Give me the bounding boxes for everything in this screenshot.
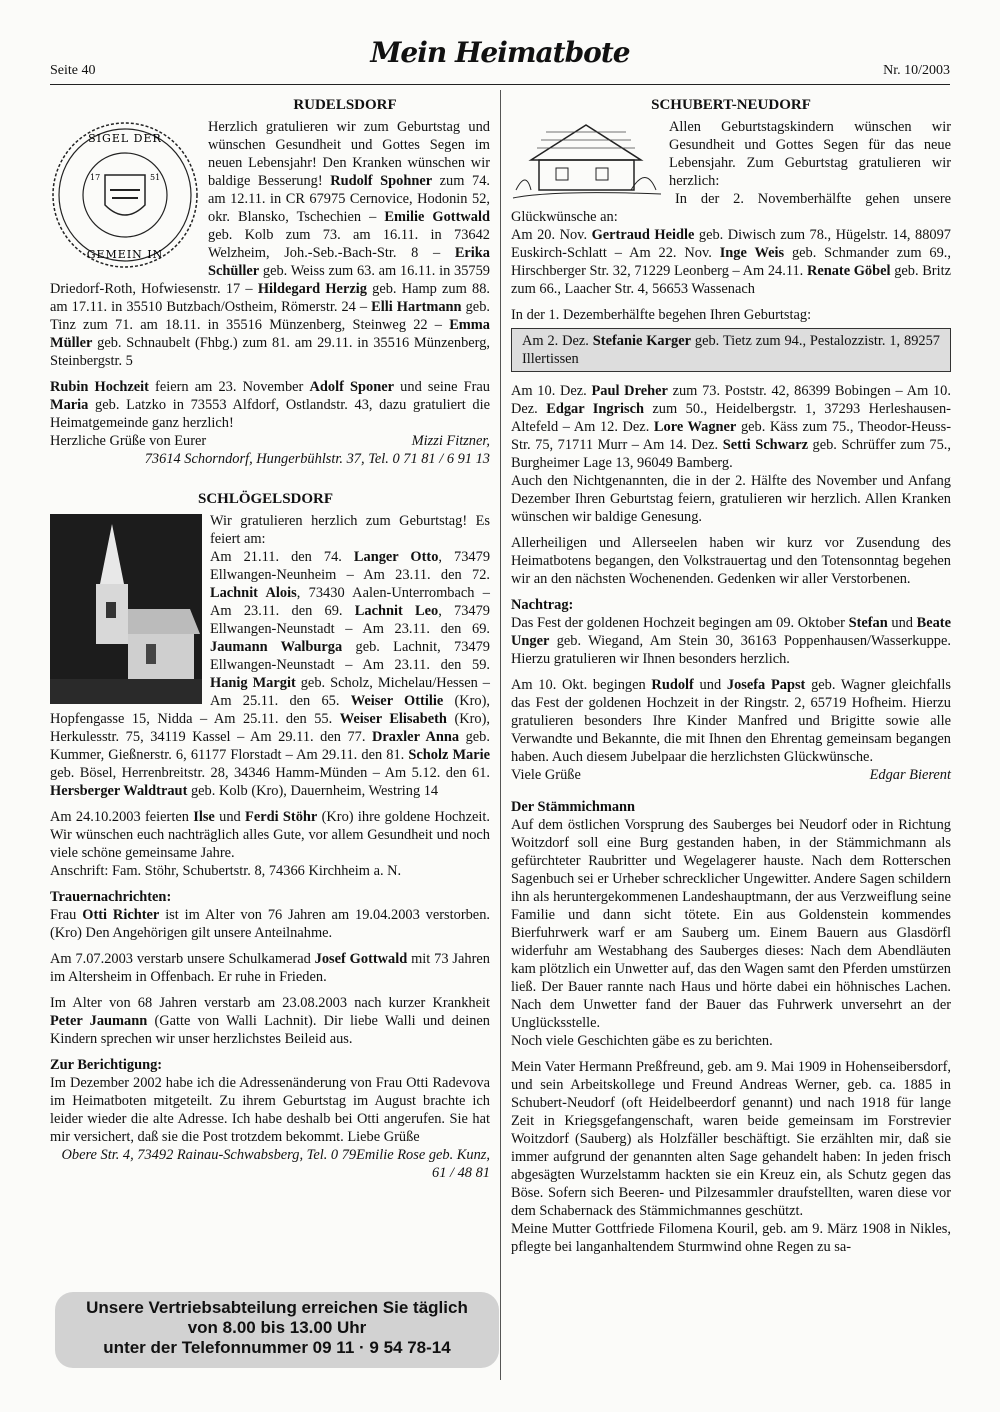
- father-text: Mein Vater Hermann Preßfreund, geb. am 9. Mai 1909 in Hohenseibersdorf, und sein Arbeitskollege und Freund Andreas Werner, geb. ca. 1885 in Schubert-Neudorf (oft Heidelbeerdorf genannt) und nach 1918 für lange Zeit in Kriegsgefangenschaft, waren beide gemeinsam im Forstrevier Woitzdorf (Sauberg) als Holzfäller beschäftigt. Sie erzählten mir, daß sie immer aufgrund der genannten alten Sage gehandelt haben: In jeden frisch abgesägten Wurzelstamm hackten sie ein Kreuz ein, als Schutz gegen das Böse. Sofern sich Beeren- und Pilzesammler draufstellten, waren diese vor dem Schabernack des Stämmichmannes geschützt.: [511, 1059, 951, 1219]
- schloegelsdorf-list: Wir gratulieren herzlich zum Geburtstag! Es feiert am: Am 21.11. den 74. Langer Otto, 73479 Ellwangen-Neunheim – Am 23.11. den 72. Lachnit Alois, 73430 Aalen-Unterrombach – Am 23.11. den 69. Lachnit Leo, 73479 Ellwangen-Neunstadt – Am 23.11. den 69. Jaumann Walburga geb. Lachnit, 73479 Ellwangen-Neunstadt – Am 23.11. den 59. Hanig Margit geb. Scholz, Michelau/Hessen – Am 25.11. den 65. Weiser Ottilie (Kro), Hopfengasse 15, Nidda – Am 25.11. den 55. Weiser Elisabeth (Kro), Herkulesstr. 75, 34119 Kassel – Am 29.11. den 77. Draxler Anna geb. Kummer, Gießnerstr. 6, 61177 Florstadt – Am 29.11. den 81. Scholz Marie geb. Bösel, Herrenbreitstr. 28, 34346 Hamm-Münden – Am 5.12. den 61. Hersberger Waldtraut geb. Kolb (Kro), Dauernheim, Westring 14: [50, 513, 491, 799]
- december-intro: In der 1. Dezemberhälfte begehen Ihren Geburtstag:: [511, 307, 812, 323]
- section-title: SCHUBERT-NEUDORF: [651, 97, 811, 113]
- birthday-name: Weiser Elisabeth: [339, 711, 447, 727]
- birthday-name: Emma Müller: [50, 317, 490, 351]
- all-saints: Allerheiligen und Allerseelen haben wir kurz vor Zusendung des Heimatbotens begangen, den Volkstrauertag und den Totensonntag begehen wir an den nächsten Wochenenden. Gedenken wir aller Verstorbenen.: [511, 535, 951, 587]
- section-schubert-neudorf: [511, 96, 951, 1256]
- section-rudelsdorf: [50, 96, 490, 468]
- svg-text:GEMEIN IN: GEMEIN IN: [86, 248, 164, 261]
- golden-wedding: Am 24.10.2003 feierten Ilse und Ferdi Stöhr (Kro) ihre goldene Hochzeit. Wir wünschen euch nachträglich alles Gute, vor allem Gesundheit und noch viele schöne gemeinsame Jahre.: [50, 809, 490, 861]
- november-list: Am 20. Nov. Gertraud Heidle geb. Diwisch zum 78., Hügelstr. 14, 88097 Euskirch-Schlatt – Am 22. Nov. Inge Weis geb. Schmander zum 69., Hirschberger Str. 32, 71229 Leonberg – Am 24.11. Renate Göbel geb. Britz zum 66., Laacher Str. 4, 56653 Wassenach: [511, 227, 951, 297]
- rudelsdorf-seal-image: [50, 120, 200, 270]
- author-name: Edgar Bierent: [869, 767, 951, 783]
- non-mentioned: Auch den Nichtgenannten, die in der 2. Hälfte des November und Anfang Dezember Ihren Geburtstag feiern, gratulieren wir herzlich. Allen Kranken wünschen wir baldige Genesung.: [511, 473, 951, 525]
- mourning-item: Im Alter von 68 Jahren verstarb am 23.08.2003 nach kurzer Krankheit Peter Jaumann (Gatte von Walli Lachnit). Dir liebe Walli und deinen Kindern sprechen wir unser herzlichstes Beileid aus.: [50, 995, 490, 1047]
- author-address: 73614 Schorndorf, Hungerbühlstr. 37, Tel. 0 71 81 / 6 91 13: [144, 451, 490, 467]
- addendum-text: Das Fest der goldenen Hochzeit begingen am 09. Oktober Stefan und Beate Unger geb. Wiegand, Am Stein 30, 36163 Poppenhausen/Wasserkuppe. Hierzu gratulieren wir Ihnen besonders herzlich.: [511, 615, 951, 667]
- section-schloegelsdorf: [50, 490, 490, 1182]
- birthday-name: Gertraud Heidle: [591, 227, 695, 243]
- story-title: Der Stämmichmann: [511, 799, 636, 815]
- december-list: Am 10. Dez. Paul Dreher zum 73. Poststr. 42, 86399 Bobingen – Am 10. Dez. Edgar Ingrisch zum 50., Heidelbergstr. 1, 37293 Herleshausen-Altefeld – Am 12. Dez. Lore Wagner geb. Käss zum 75., Theodor-Heuss-Str. 75, 71711 Murr – Am 14. Dez. Setti Schwarz geb. Schrüffer zum 75., Burgheimer Lage 13, 96049 Bamberg.: [511, 383, 951, 471]
- birthday-name: Setti Schwarz: [722, 437, 808, 453]
- correction-address: Obere Str. 4, 73492 Rainau-Schwabsberg, Tel. 0 79 61 / 48 81: [61, 1147, 490, 1181]
- highlight-box: Am 2. Dez. Stefanie Karger geb. Tietz zum 94., Pestalozzistr. 1, 89257 Illertissen: [511, 328, 951, 372]
- birthday-name: Emilie Gottwald: [384, 209, 490, 225]
- rudelsdorf-intro: Herzlich gratulieren wir zum Geburtstag und wünschen Gesundheit und Gottes Segen im neuen Lebensjahr! Den Kranken wünschen wir baldige Besserung! Rudolf Spohner zum 74. am 12.11. in CR 67975 Cernovice, Hodonin 52, okr. Blansko, Tschechien – Emilie Gottwald geb. Kolb zum 73. am 16.11. in 73642 Welzheim, Joh.-Seb.-Bach-Str. 8 – Erika Schüller geb. Weiss zum 63. am 16.11. in 35759 Driedorf-Roth, Hofwiesenstr. 17 – Hildegard Herzig geb. Hamp zum 88. am 17.11. in 35510 Butzbach/Ostheim, Römerstr. 24 – Elli Hartmann geb. Tinz zum 71. am 18.11. in 35516 Münzenberg, Steinweg 22 – Emma Müller geb. Schnaubelt (Fhbg.) zum 81. am 29.11. in 35516 Münzenberg, Steinbergstr. 5: [50, 119, 490, 369]
- signature-line: Viele Grüße Edgar Bierent: [511, 767, 951, 783]
- correction-title: Zur Berichtigung:: [50, 1057, 163, 1073]
- birthday-name: Edgar Ingrisch: [546, 401, 644, 417]
- mourning-item: Am 7.07.2003 verstarb unsere Schulkamerad Josef Gottwald mit 73 Jahren im Altersheim in Offenbach. Er ruhe in Frieden.: [50, 951, 490, 985]
- church-image: [50, 514, 202, 704]
- birthday-name: Hanig Margit: [210, 675, 296, 691]
- svg-text:17: 17: [90, 173, 101, 182]
- correction-text: Im Dezember 2002 habe ich die Adressenänderung von Frau Otti Radevova im Heimatboten mitgeteilt. Zu ihrem Geburtstag im August brachte ich leider wieder die alte Adresse. Ich habe deshalb bei Otti angerufen. Sie hat mir versichert, daß sie die Post trotzdem bekommt. Liebe Grüße Emilie Rose geb. Kunz,: [50, 1075, 490, 1163]
- golden-wedding-address: Anschrift: Fam. Stöhr, Schubertstr. 8, 74366 Kirchheim a. N.: [50, 863, 402, 879]
- mourning-title: Trauernachrichten:: [50, 889, 172, 905]
- papst-wedding: Am 10. Okt. begingen Rudolf und Josefa Papst geb. Wagner gleichfalls das Fest der goldenen Hochzeit in der Ringstr. 2, 65719 Hofheim. Hierzu gratulieren besonders Ihre Kinder Manfred und Brigitte sowie alle Verwandte und Bekannte, die mit Ihnen den Ehrentag gemeinsam begangen haben. Auch diesem Jubelpaar die herzlichsten Glückwünsche.: [511, 677, 951, 765]
- page-number: Seite 40: [50, 63, 96, 78]
- birthday-name: Lachnit Leo: [354, 603, 439, 619]
- birthday-name: Paul Dreher: [591, 383, 668, 399]
- header-rule: [50, 84, 950, 85]
- signature-line: Herzliche Grüße von Eurer Mizzi Fitzner,: [50, 433, 490, 449]
- birthday-name: Draxler Anna: [372, 729, 460, 745]
- svg-text:SIGEL DER: SIGEL DER: [88, 132, 162, 145]
- birthday-name: Renate Göbel: [806, 263, 891, 279]
- birthday-name: Weiser Ottilie: [350, 693, 444, 709]
- left-column: [50, 96, 490, 1190]
- issue-number: Nr. 10/2003: [883, 63, 950, 78]
- birthday-name: Langer Otto: [353, 549, 439, 565]
- column-divider: [500, 90, 501, 1380]
- birthday-name: Inge Weis: [719, 245, 785, 261]
- farmhouse-image: [511, 120, 661, 202]
- birthday-name: Hildegard Herzig: [257, 281, 367, 297]
- section-title: RUDELSDORF: [293, 97, 397, 113]
- mourning-item: Frau Otti Richter ist im Alter von 76 Jahren am 19.04.2003 verstorben. (Kro) Den Angehörigen gilt unsere Anteilnahme.: [50, 907, 490, 941]
- birthday-name: Lachnit Alois: [210, 585, 297, 601]
- masthead-logo: Mein Heimatbote: [370, 36, 630, 69]
- schubert-intro: Allen Geburtstagskindern wünschen wir Gesundheit und Gottes Segen für das neue Lebensjahr. Zum Geburtstag gratulieren wir herzlich:: [669, 119, 951, 189]
- story-more: Noch viele Geschichten gäbe es zu berichten.: [511, 1033, 773, 1049]
- birthday-name: Lore Wagner: [653, 419, 737, 435]
- birthday-name: Erika Schüller: [208, 245, 490, 279]
- svg-text:51: 51: [150, 173, 161, 182]
- mother-text: Meine Mutter Gottfriede Filomena Kouril, geb. am 9. März 1908 in Nikles, pflegte bei langanhaltendem Sturmwind ohne Regen zu sa-: [511, 1221, 951, 1255]
- birthday-name: Jaumann Walburga: [210, 639, 343, 655]
- author-name: Mizzi Fitzner,: [411, 433, 490, 449]
- birthday-name: Rudolf Spohner: [330, 173, 433, 189]
- birthday-name: Scholz Marie: [408, 747, 490, 763]
- birthday-name: Elli Hartmann: [371, 299, 462, 315]
- distribution-ad: Unsere Vertriebsabteilung erreichen Sie täglich von 8.00 bis 13.00 Uhr unter der Telefonnummer 09 11 · 9 54 78-14: [55, 1292, 499, 1368]
- addendum-title: Nachtrag:: [511, 597, 574, 613]
- story-text: Auf dem östlichen Vorsprung des Sauberges bei Neudorf oder in Richtung Woitzdorf soll eine Burg gestanden haben, in der Stämmichmann als gefürchteter Raubritter und Wegelagerer hauste. Nach dem Rotterschen Sagenbuch sei er Urheber schrecklicher Ungewitter. Andere Sagen schildern ihn als heruntergekommenen Landeshauptmann, der aus Verzweiflung seine Familie und dann sicht tötete. Ein aus Goldenstein kommendes Bierfuhrwerk warf er am Sauberg um. Einem Bauern aus Glasdörfl widerfuhr am Westabhang des Sauberges dieses: Nach dem Abendläuten kam plötzlich ein Unwetter auf, das den Wagen samt den Pferden umstürzen ließ. Der Bauer rannte nach Haus und hörte dabei ein höhnisches Lachen. Nach dem Unwetter fand der Bauer das Fuhrwerk unversehrt an der Unglücksstelle.: [511, 817, 951, 1031]
- schubert-intro2: In der 2. Novemberhälfte gehen unsere Glückwünsche an:: [511, 191, 951, 225]
- section-title: SCHLÖGELSDORF: [198, 491, 334, 507]
- correction-signature: Emilie Rose geb. Kunz,: [356, 1147, 490, 1163]
- ruby-wedding: Rubin Hochzeit feiern am 23. November Adolf Sponer und seine Frau Maria geb. Latzko in 73553 Alfdorf, Ostlandstr. 43, dazu gratuliert die Heimatgemeinde ganz herzlich!: [50, 379, 490, 431]
- right-column: [511, 96, 951, 1264]
- birthday-name: Hersberger Waldtraut: [50, 783, 188, 799]
